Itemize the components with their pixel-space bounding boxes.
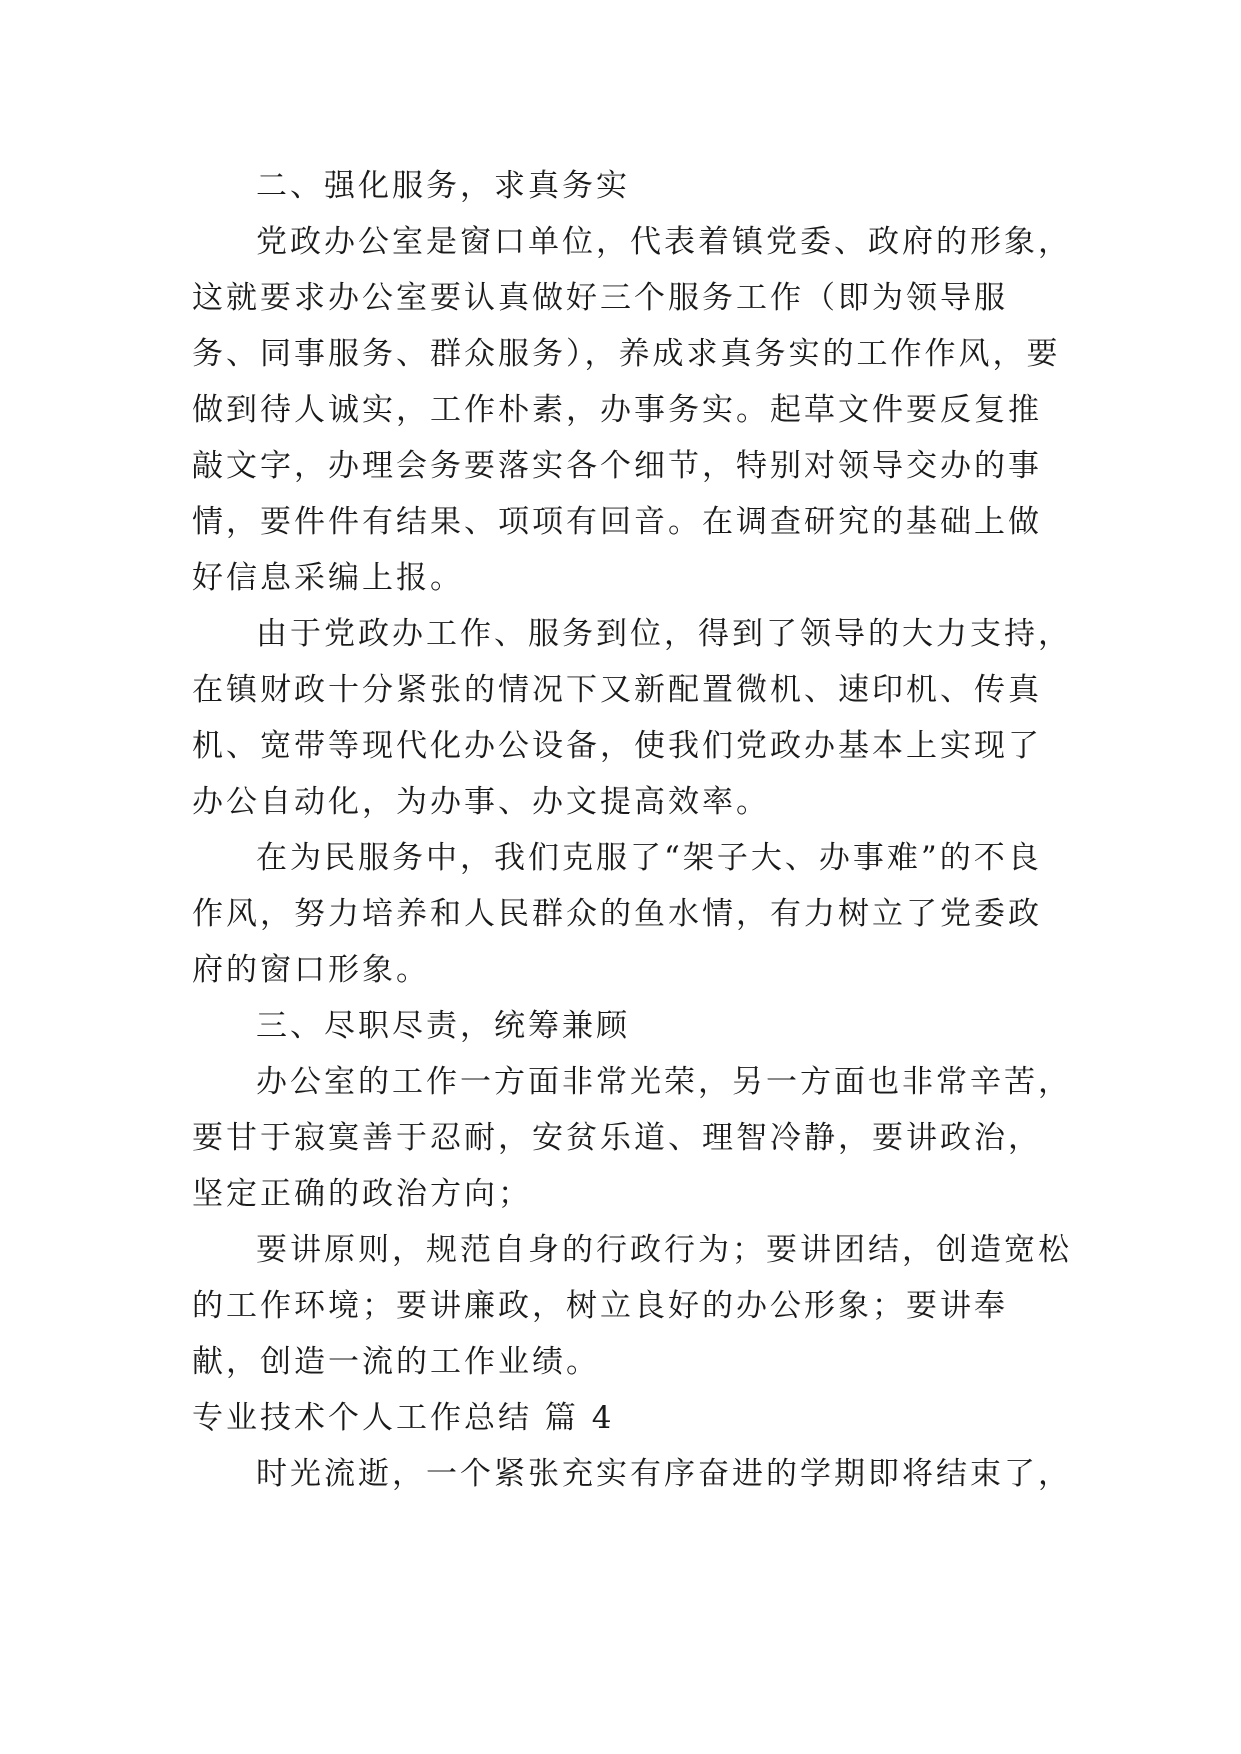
paragraph: 时光流逝，一个紧张充实有序奋进的学期即将结束了， <box>256 1456 1072 1492</box>
paragraph: 要讲原则，规范自身的行政行为；要讲团结，创造宽松的工作环境；要讲廉政，树立良好的办公形象；要讲奉献，创造一流的工作业绩。 <box>192 1232 1072 1380</box>
paragraph: 党政办公室是窗口单位，代表着镇党委、政府的形象，这就要求办公室要认真做好三个服务工作（即为领导服务、同事服务、群众服务），养成求真务实的工作作风，要做到待人诚实，工作朴素，办事务实。起草文件要反复推敲文字，办理会务要落实各个细节，特别对领导交办的事情，要件件有结果、项项有回音。在调查研究的基础上做好信息采编上报。 <box>192 224 1072 596</box>
paragraph: 办公室的工作一方面非常光荣，另一方面也非常辛苦，要甘于寂寞善于忍耐，安贫乐道、理智冷静，要讲政治，坚定正确的政治方向； <box>192 1064 1072 1212</box>
document-body <box>192 158 1072 1502</box>
section-heading-2: 二、强化服务，求真务实 <box>256 168 630 204</box>
paragraph: 由于党政办工作、服务到位，得到了领导的大力支持，在镇财政十分紧张的情况下又新配置微机、速印机、传真机、宽带等现代化办公设备，使我们党政办基本上实现了办公自动化，为办事、办文提高效率。 <box>192 616 1072 820</box>
section-heading-3: 三、尽职尽责，统筹兼顾 <box>256 1008 630 1044</box>
paragraph: 在为民服务中，我们克服了“架子大、办事难”的不良作风，努力培养和人民群众的鱼水情，有力树立了党委政府的窗口形象。 <box>192 840 1042 988</box>
article-title: 专业技术个人工作总结 篇 4 <box>192 1400 615 1436</box>
